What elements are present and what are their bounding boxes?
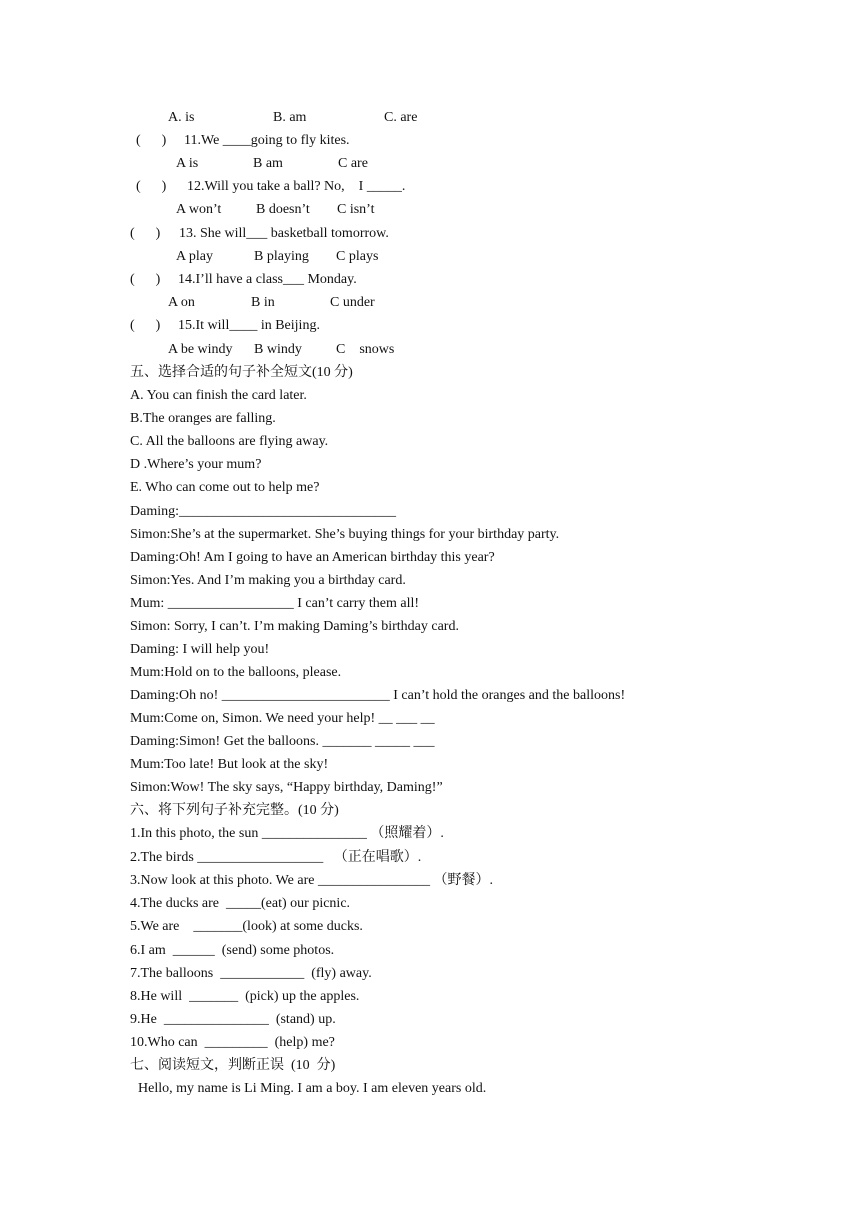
q12-stem: 12.Will you take a ball? No, I _____. xyxy=(187,179,406,194)
q11-option-b: B am xyxy=(253,156,283,171)
q13-option-b: B playing xyxy=(254,249,309,264)
q12-option-c: C isn’t xyxy=(337,202,375,217)
q14-option-a: A on xyxy=(168,295,195,310)
q14-option-b: B in xyxy=(251,295,275,310)
q15-option-b: B windy xyxy=(254,342,302,357)
section6-item: 5.We are _______(look) at some ducks. xyxy=(130,919,363,934)
section6-item: 4.The ducks are _____(eat) our picnic. xyxy=(130,896,351,911)
q14-stem: 14.I’ll have a class___ Monday. xyxy=(178,272,357,287)
q13-option-a: A play xyxy=(176,249,213,264)
section6-item: 2.The birds __________________ （正在唱歌）. xyxy=(130,850,422,865)
section6-item: 10.Who can _________ (help) me? xyxy=(130,1035,335,1050)
q14-answer-paren: ( ) xyxy=(130,272,161,287)
q11-option-a: A is xyxy=(176,156,199,171)
dialogue-line: Daming:Oh! Am I going to have an American birthday this year? xyxy=(130,550,495,565)
q15-answer-paren: ( ) xyxy=(130,318,161,333)
dialogue-line: Daming:_______________________________ xyxy=(130,504,396,519)
q14-option-c: C under xyxy=(330,295,375,310)
section6-item: 9.He _______________ (stand) up. xyxy=(130,1012,336,1027)
dialogue-line: Mum:Come on, Simon. We need your help! __ ___ __ xyxy=(130,711,435,726)
q12-option-b: B doesn’t xyxy=(256,202,310,217)
dialogue-line: Daming: I will help you! xyxy=(130,642,270,657)
section7-title: 七、阅读短文，判断正误 (10 分) xyxy=(130,1058,336,1073)
q15-option-a: A be windy xyxy=(168,342,233,357)
section5-option: C. All the balloons are flying away. xyxy=(130,434,329,449)
dialogue-line: Simon:Wow! The sky says, “Happy birthday, Daming!” xyxy=(130,780,443,795)
q15-stem: 15.It will____ in Beijing. xyxy=(178,318,320,333)
q10-option-c: C. are xyxy=(384,110,418,125)
section6-item: 1.In this photo, the sun _______________ （照耀着）. xyxy=(130,826,444,841)
section6-item: 6.I am ______ (send) some photos. xyxy=(130,943,335,958)
dialogue-line: Simon: Sorry, I can’t. I’m making Daming’s birthday card. xyxy=(130,619,459,634)
section6-title: 六、将下列句子补充完整。(10 分) xyxy=(130,803,339,818)
section6-item: 8.He will _______ (pick) up the apples. xyxy=(130,989,360,1004)
section5-title: 五、选择合适的句子补全短文(10 分) xyxy=(130,365,353,380)
section5-option: D .Where’s your mum? xyxy=(130,457,262,472)
section7-passage: Hello, my name is Li Ming. I am a boy. I am eleven years old. xyxy=(138,1081,487,1096)
section5-option: B.The oranges are falling. xyxy=(130,411,276,426)
section6-item: 7.The balloons ____________ (fly) away. xyxy=(130,966,372,981)
q11-option-c: C are xyxy=(338,156,368,171)
section5-option: E. Who can come out to help me? xyxy=(130,480,320,495)
section5-option: A. You can finish the card later. xyxy=(130,388,307,403)
dialogue-line: Simon:Yes. And I’m making you a birthday card. xyxy=(130,573,406,588)
section6-item: 3.Now look at this photo. We are ________________ （野餐）. xyxy=(130,873,493,888)
dialogue-line: Simon:She’s at the supermarket. She’s buying things for your birthday party. xyxy=(130,527,560,542)
q15-option-c: C snows xyxy=(336,342,395,357)
dialogue-line: Mum: __________________ I can’t carry them all! xyxy=(130,596,420,611)
q13-answer-paren: ( ) xyxy=(130,226,161,241)
dialogue-line: Mum:Too late! But look at the sky! xyxy=(130,757,329,772)
q13-option-c: C plays xyxy=(336,249,379,264)
q12-option-a: A won’t xyxy=(176,202,222,217)
q11-answer-paren: ( ) xyxy=(136,133,167,148)
q13-stem: 13. She will___ basketball tomorrow. xyxy=(179,226,389,241)
q12-answer-paren: ( ) xyxy=(136,179,167,194)
dialogue-line: Daming:Simon! Get the balloons. _______ _____ ___ xyxy=(130,734,435,749)
q10-option-b: B. am xyxy=(273,110,307,125)
dialogue-line: Mum:Hold on to the balloons, please. xyxy=(130,665,342,680)
q10-option-a: A. is xyxy=(168,110,195,125)
dialogue-line: Daming:Oh no! ________________________ I can’t hold the oranges and the balloons! xyxy=(130,688,626,703)
q11-stem: 11.We ____going to fly kites. xyxy=(184,133,350,148)
